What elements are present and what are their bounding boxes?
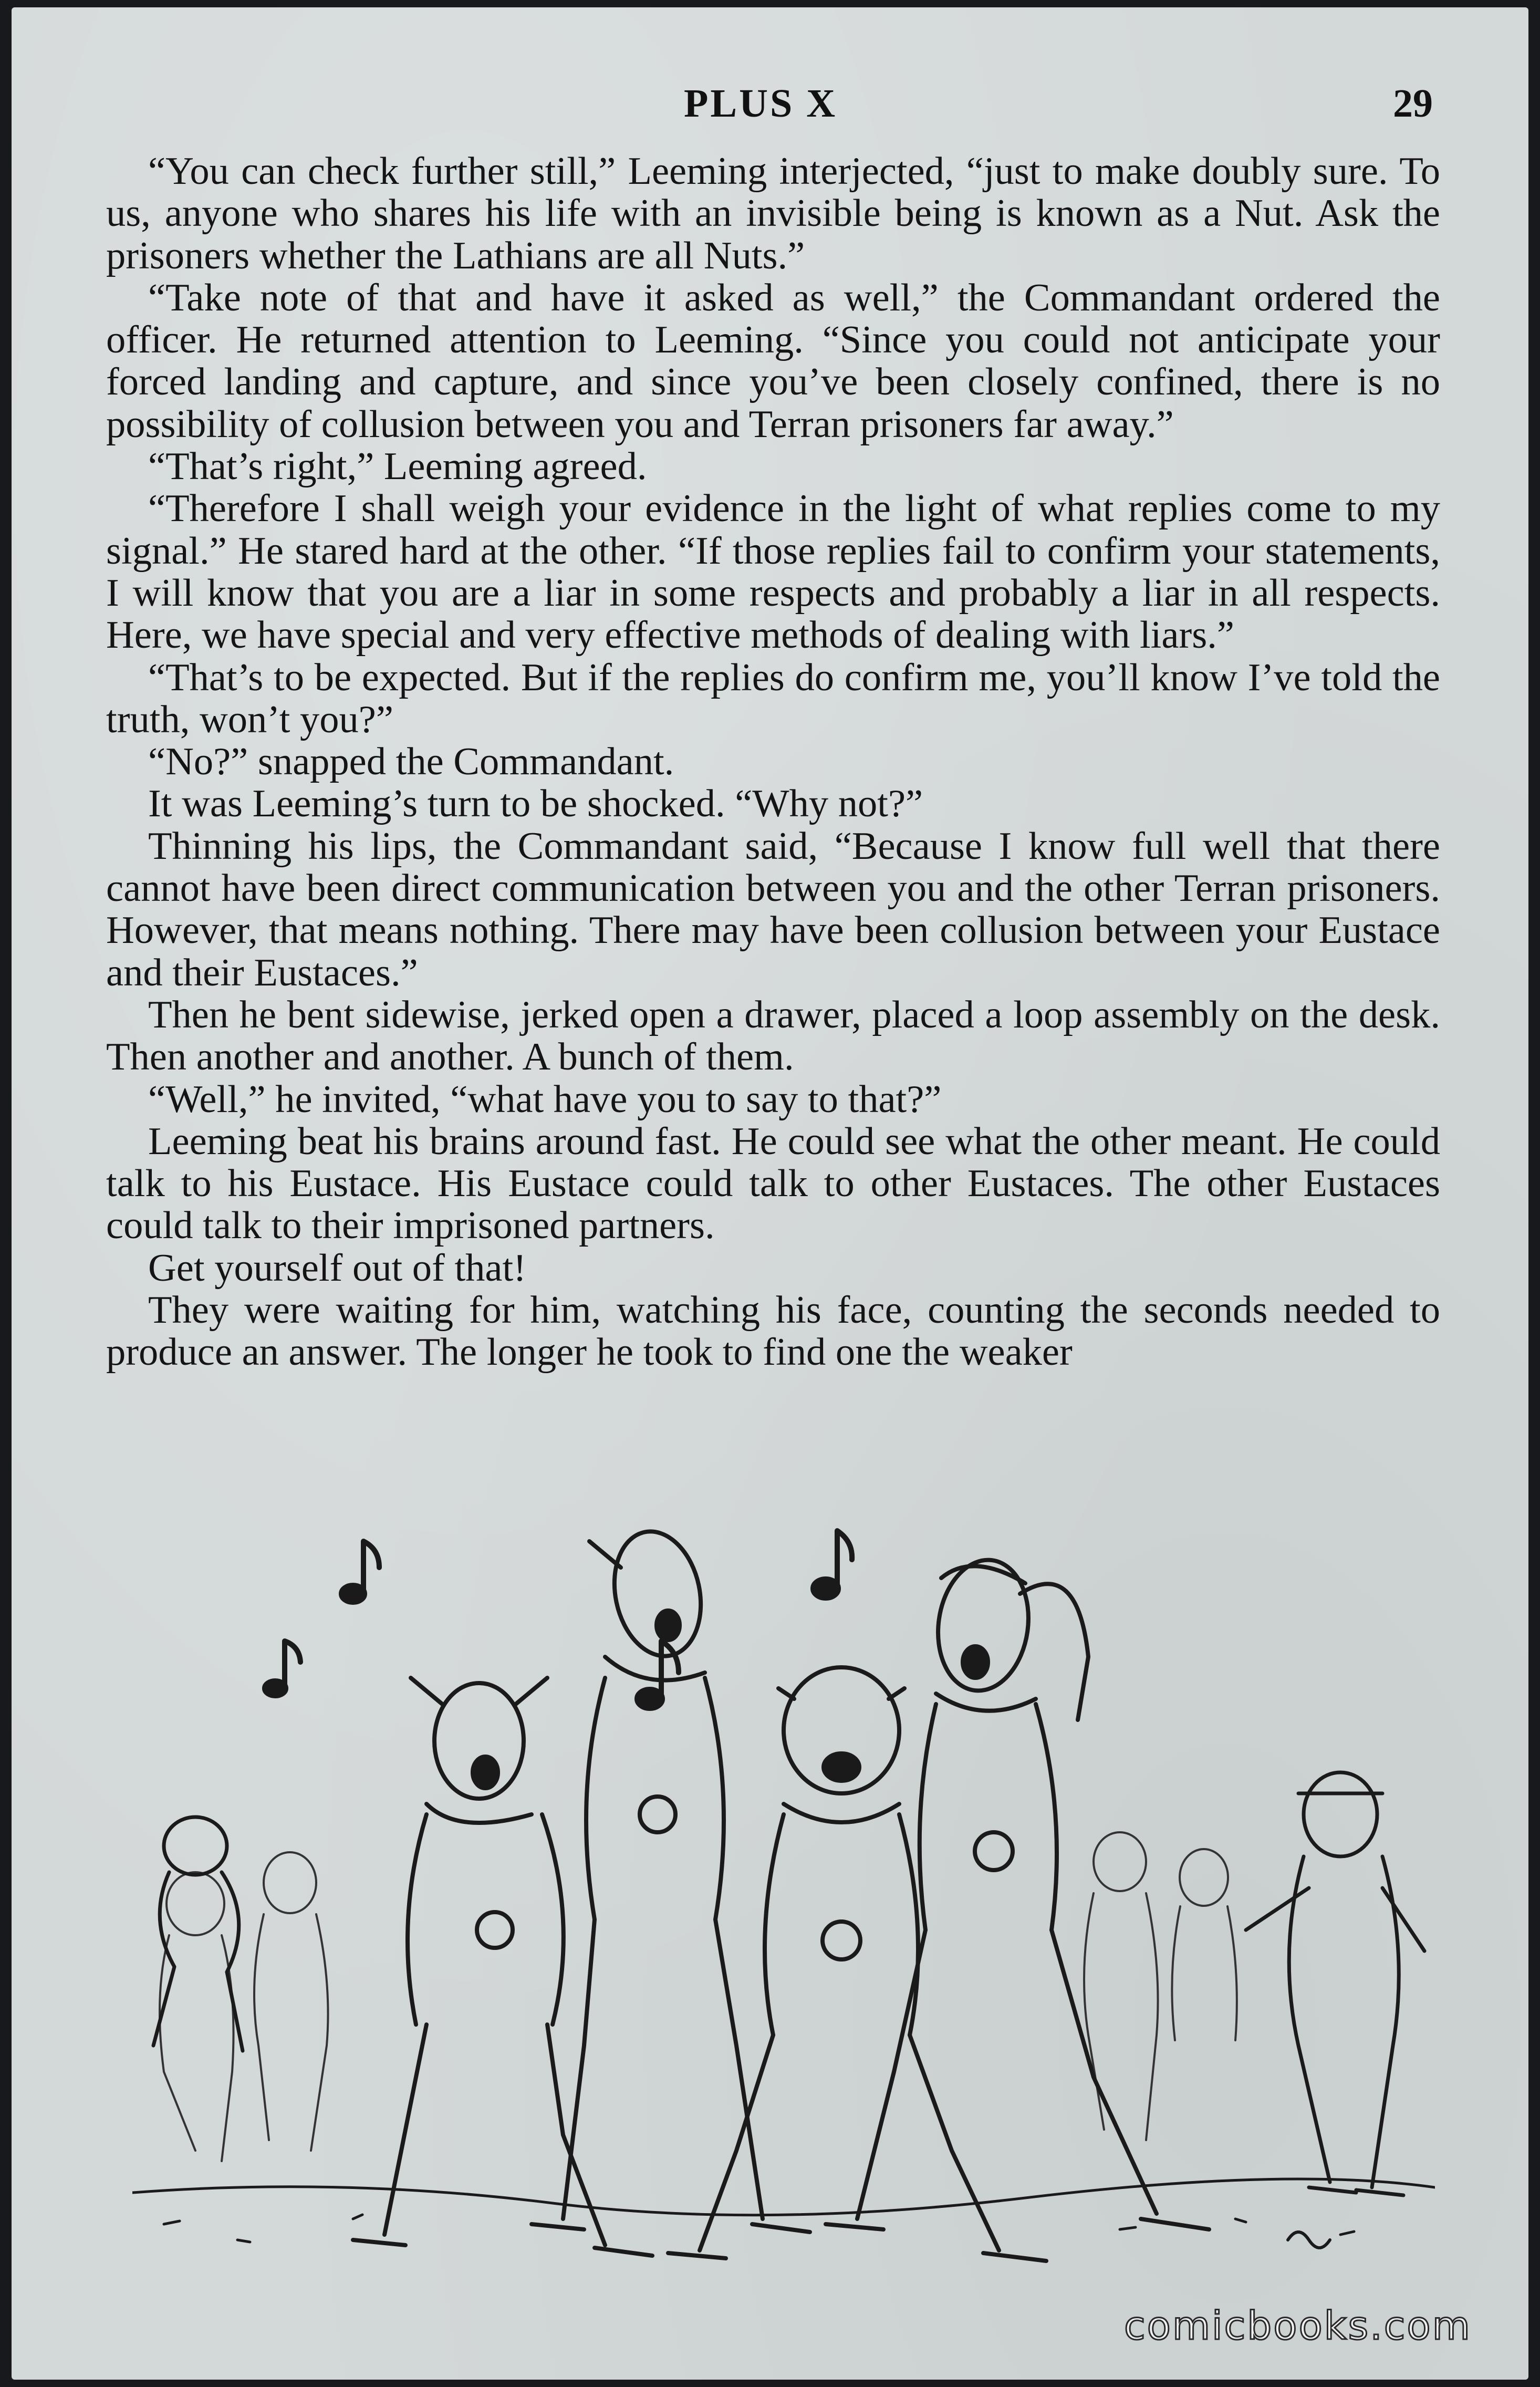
running-head [12, 81, 1528, 139]
site-watermark: comicbooks.com [1124, 2303, 1472, 2349]
paragraph: “No?” snapped the Commandant. [148, 740, 674, 784]
paragraph: “Well,” he invited, “what have you to say to that?” [148, 1077, 942, 1121]
paragraph: “Therefore I shall weigh your evidence in the light of what replies come to my signal.” He stared hard at the other. “If those replies fail to confirm your statements, I will know that you are a liar in some respects and probably a liar in all respects. Here, we have special and very effective methods of dealing with liars.” [106, 487, 1440, 657]
paragraph: “That’s to be expected. But if the replies do confirm me, you’ll know I’ve told the truth, won’t you?” [106, 656, 1440, 741]
paragraph: Leeming beat his brains around fast. He could see what the other meant. He could talk to his Eustace. His Eustace could talk to other Eustaces. The other Eustaces could talk to their imprisoned partners. [106, 1119, 1440, 1248]
page-number: 29 [1393, 81, 1433, 126]
body-text [106, 150, 1440, 1374]
paragraph: It was Leeming’s turn to be shocked. “Why not?” [148, 782, 923, 826]
book-title: PLUS X [684, 81, 838, 126]
paragraph: Then he bent sidewise, jerked open a drawer, placed a loop assembly on the desk. Then another and another. A bunch of them. [106, 993, 1440, 1079]
paragraph: “That’s right,” Leeming agreed. [148, 445, 647, 489]
book-page [12, 7, 1528, 2380]
paragraph: Get yourself out of that! [148, 1246, 526, 1290]
paragraph: They were waiting for him, watching his face, counting the seconds needed to produce an answer. The longer he took to find one the weaker [106, 1289, 1440, 1374]
paragraph: “You can check further still,” Leeming interjected, “just to make doubly sure. To us, anyone who shares his life with an invisible being is known as a Nut. Ask the prisoners whether the Lathians are all Nuts.” [106, 150, 1440, 277]
music-note-icon [265, 1531, 852, 1708]
paragraph: “Take note of that and have it asked as well,” the Commandant ordered the officer. He returned attention to Leeming. “Since you could not anticipate your forced landing and capture, and since you’ve been closely confined, there is no possibility of collusion between you and Terran prisoners far away.” [106, 276, 1440, 446]
singing-aliens-illustration [132, 1520, 1435, 2287]
paragraph: Thinning his lips, the Commandant said, “Because I know full well that there cannot have been direct communication between you and the other Terran prisoners. However, that means nothing. There may have been collusion between your Eustace and their Eustaces.” [106, 824, 1440, 994]
